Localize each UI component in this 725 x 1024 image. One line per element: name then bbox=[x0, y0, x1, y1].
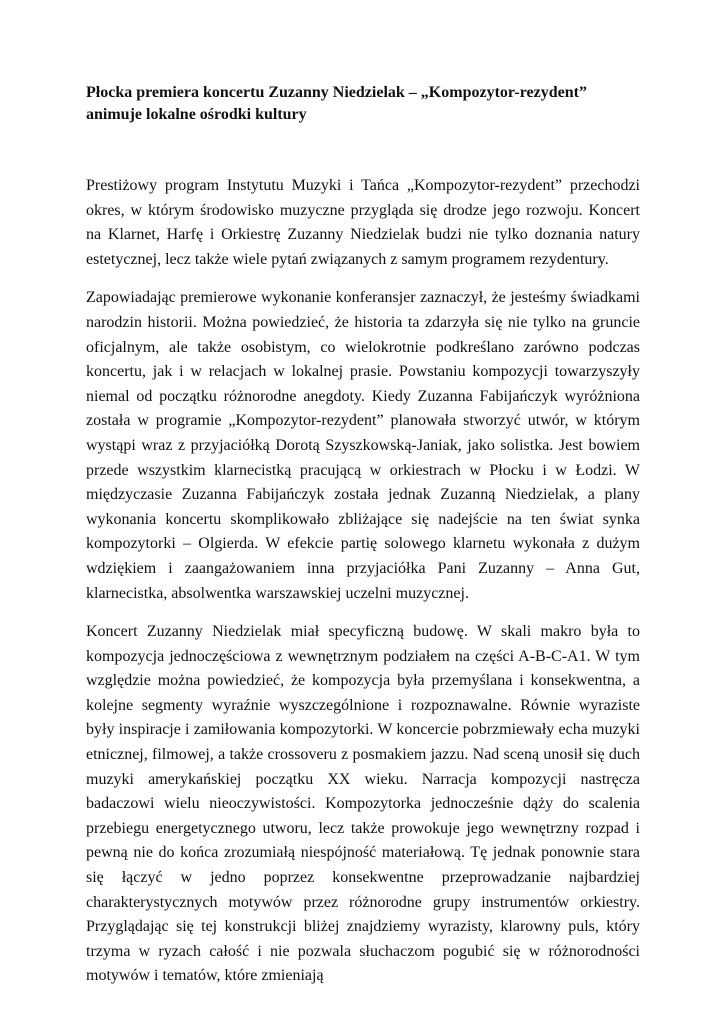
document-body bbox=[86, 174, 640, 1003]
paragraph-concert-structure: Koncert Zuzanny Niedzielak miał specyficzną budowę. W skali makro była to kompozycja jednoczęściowa z wewnętrznym podziałem na części A-B-C-A1. W tym względzie można powiedzieć, że kompozycja była przemyślana i konsekwentna, a kolejne segmenty wyraźnie wyszczególnione i rozpoznawalne. Równie wyraziste były inspiracje i zamiłowania kompozytorki. W koncercie pobrzmiewały echa muzyki etnicznej, filmowej, a także crossoveru z posmakiem jazzu. Nad sceną unosił się duch muzyki amerykańskiej początku XX wieku. Narracja kompozycji nastręcza badaczowi wielu nieoczywistości. Kompozytorka jednocześnie dąży do scalenia przebiegu energetycznego utworu, lecz także prowokuje jego wewnętrzny rozpad i pewną nie do końca zrozumiałą niespójność materiałową. Tę jednak ponownie stara się łączyć w jedno poprzez konsekwentne przeprowadzanie najbardziej charakterystycznych motywów przez różnorodne grupy instrumentów orkiestry. Przyglądając się tej konstrukcji bliżej znajdziemy wyrazisty, klarowny puls, który trzyma w ryzach całość i nie pozwala słuchaczom pogubić się w różnorodności motywów i tematów, które zmieniają bbox=[86, 623, 640, 985]
document-title: Płocka premiera koncertu Zuzanny Niedzielak – „Kompozytor-rezydent” animuje lokalne ośrodki kultury bbox=[86, 84, 587, 123]
paragraph-intro: Prestiżowy program Instytutu Muzyki i Tańca „Kompozytor-rezydent” przechodzi okres, w którym środowisko muzyczne przygląda się drodze jego rozwoju. Koncert na Klarnet, Harfę i Orkiestrę Zuzanny Niedzielak budzi nie tylko doznania natury estetycznej, lecz także wiele pytań związanych z samym programem rezydentury. bbox=[86, 177, 640, 268]
paragraph-premiere-history: Zapowiadając premierowe wykonanie konferansjer zaznaczył, że jesteśmy świadkami narodzin historii. Można powiedzieć, że historia ta zdarzyła się nie tylko na gruncie oficjalnym, ale także osobistym, co wielokrotnie podkreślano zarówno podczas koncertu, jak i w relacjach w lokalnej prasie. Powstaniu kompozycji towarzyszyły niemal od początku różnorodne anegdoty. Kiedy Zuzanna Fabijańczyk wyróżniona została w programie „Kompozytor-rezydent” planowała stworzyć utwór, w którym wystąpi wraz z przyjaciółką Dorotą Szyszkowską-Janiak, jako solistka. Jest bowiem przede wszystkim klarnecistką pracującą w orkiestrach w Płocku i w Łodzi. W międzyczasie Zuzanna Fabijańczyk została jednak Zuzanną Niedzielak, a plany wykonania koncertu skomplikowało zbliżające się nadejście na ten świat synka kompozytorki – Olgierda. W efekcie partię solowego klarnetu wykonała z dużym wdziękiem i zaangażowaniem inna przyjaciółka Pani Zuzanny – Anna Gut, klarnecistka, absolwentka warszawskiej uczelni muzycznej. bbox=[86, 289, 640, 602]
